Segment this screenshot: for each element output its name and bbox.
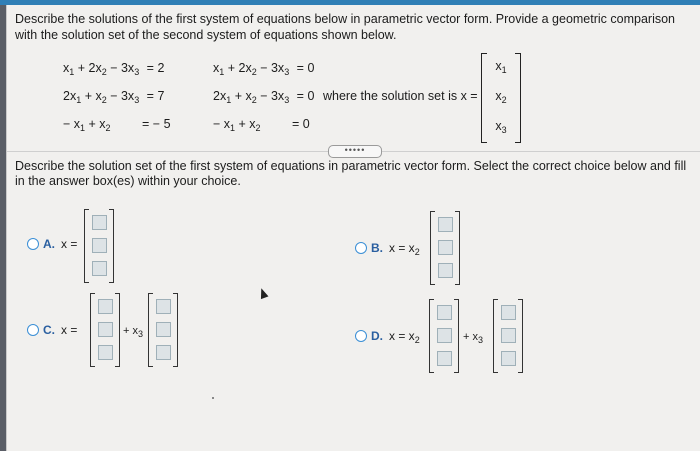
answer-box[interactable] [92,215,107,230]
answer-box[interactable] [156,345,171,360]
choice-b-letter: B. [371,241,383,255]
choice-c-matrix-1 [90,293,120,365]
answer-box[interactable] [98,345,113,360]
choice-d-plus-term: + $x_3$ [463,331,483,345]
choice-a-expr: x = [61,237,78,251]
answer-box[interactable] [437,305,452,320]
choice-d-matrix-2 [493,299,523,371]
system2-eq3: − $x_1 + x_2 = 0$ [213,117,310,133]
choice-c-expr: x = [61,323,78,337]
answer-box[interactable] [156,299,171,314]
choice-a-letter: A. [43,237,55,251]
choice-d-letter: D. [371,329,383,343]
question-panel [6,5,700,451]
solution-vector [481,53,521,141]
vector-entry-x1: $x_1$ [495,59,507,75]
answer-box[interactable] [98,299,113,314]
choice-c-matrix-2 [148,293,178,365]
instructions-text: Describe the solution set of the first system of equations in parametric vector form. Select the correct choice below and fill in the answer box(es) within your choice. [15,159,687,188]
answer-box[interactable] [501,328,516,343]
vector-entry-x3: $x_3$ [495,119,507,135]
answer-box[interactable] [438,217,453,232]
choice-b[interactable]: B. $x = x_2$ [355,241,420,255]
system2-eq2: $2x_1 + x_2 - 3x_3 = 0$ [213,89,315,105]
answer-box[interactable] [156,322,171,337]
choice-d-radio[interactable] [355,330,367,342]
system1-eq2: $2x_1 + x_2 - 3x_3 = 7$ [63,89,165,105]
choice-b-matrix [430,211,460,283]
system1-eq1: $x_1 + 2x_2 - 3x_3 = 2$ [63,61,165,77]
system1-eq3: − $x_1 + x_2$ = − 5 [63,117,171,133]
answer-box[interactable] [438,263,453,278]
system2-eq1: $x_1 + 2x_2 - 3x_3 = 0$ [213,61,315,77]
answer-box[interactable] [501,351,516,366]
choice-d[interactable]: D. $x = x_2$ [355,329,420,343]
choice-b-expr: x = x [389,241,415,255]
answer-box[interactable] [437,328,452,343]
answer-box[interactable] [92,238,107,253]
solution-set-label: where the solution set is x = [323,89,478,103]
choice-c[interactable] [27,323,77,337]
choice-d-expr: x = x [389,329,415,343]
choice-a[interactable] [27,237,77,251]
choice-a-matrix [84,209,114,281]
answer-box[interactable] [438,240,453,255]
answer-box[interactable] [92,261,107,276]
dust-speck [212,397,214,399]
expand-dots-button[interactable]: ••••• [328,145,382,158]
question-prompt: Describe the solutions of the first system of equations below in parametric vector form. Provide a geometric comparison with the solution set of the second system of equations shown below. [15,12,676,42]
answer-box[interactable] [437,351,452,366]
answer-box[interactable] [98,322,113,337]
choice-d-matrix-1 [429,299,459,371]
answer-box[interactable] [501,305,516,320]
vector-entry-x2: $x_2$ [495,89,507,105]
choice-a-radio[interactable] [27,238,39,250]
choice-c-letter: C. [43,323,55,337]
choice-c-radio[interactable] [27,324,39,336]
mouse-cursor-icon [258,287,269,299]
choice-b-radio[interactable] [355,242,367,254]
choice-c-plus-term: + $x_3$ [123,325,143,339]
